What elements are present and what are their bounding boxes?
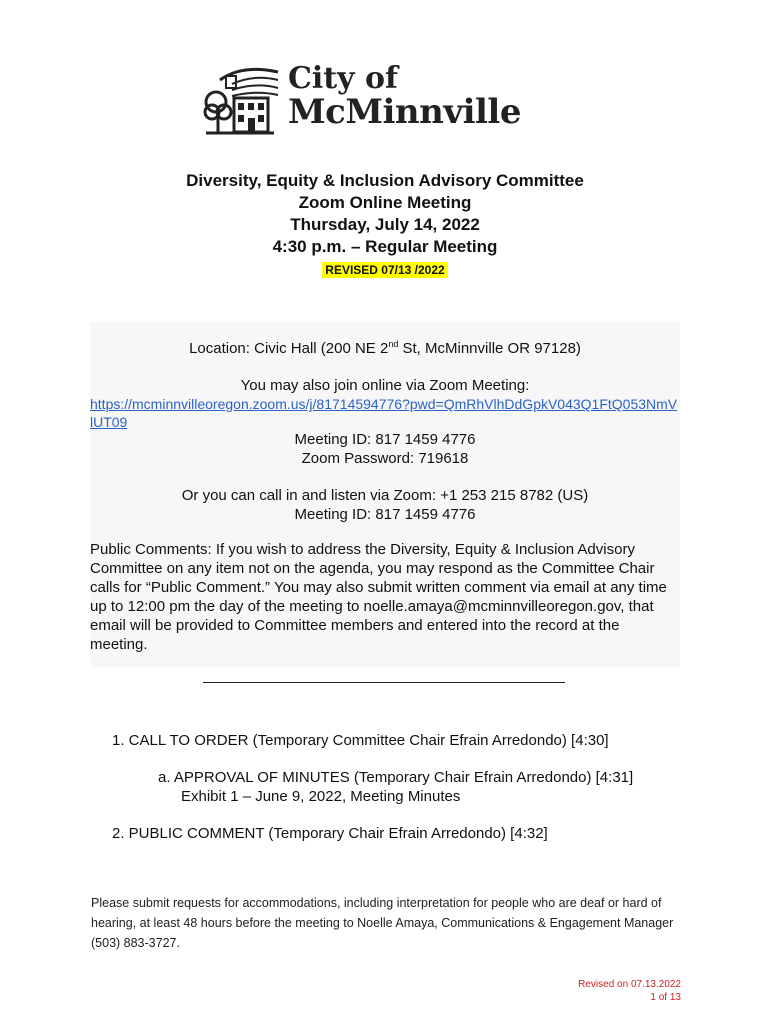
city-logo: [202, 62, 572, 137]
zoom-meeting-link[interactable]: https://mcminnvilleoregon.zoom.us/j/81714594776?pwd=QmRhVlhDdGpkV043Q1FtQ053NmVlUT09: [90, 396, 678, 430]
agenda-item-exhibit: Exhibit 1 – June 9, 2022, Meeting Minutes: [181, 788, 461, 805]
meeting-time: 4:30 p.m. – Regular Meeting: [272, 237, 498, 256]
committee-title: Diversity, Equity & Inclusion Advisory Committee: [186, 171, 584, 190]
agenda-item-call-to-order: 1. CALL TO ORDER (Temporary Committee Chair Efrain Arredondo) [4:30]: [112, 732, 609, 749]
location-prefix: Location: Civic Hall (200 NE 2: [189, 340, 389, 357]
meeting-header: [0, 170, 770, 279]
meeting-date: Thursday, July 14, 2022: [290, 215, 480, 234]
meeting-info-box: [90, 322, 680, 667]
logo-line-mcminnville: McMinnville: [288, 92, 521, 132]
location-suffix: St, McMinnville OR 97128): [398, 340, 581, 357]
city-logo-icon: [202, 62, 282, 137]
page-number: 1 of 13: [650, 992, 681, 1003]
join-online-text: You may also join online via Zoom Meeting:: [240, 377, 530, 394]
meeting-id: Meeting ID: 817 1459 4776: [294, 431, 476, 448]
accommodation-note: Please submit requests for accommodations, including interpretation for people who are deaf or hard of hearing, at least 48 hours before the meeting to Noelle Amaya, Communications & Engagement Manager (503) 883-3727.: [91, 896, 674, 950]
meeting-type: Zoom Online Meeting: [298, 193, 472, 212]
call-meeting-id: Meeting ID: 817 1459 4776: [294, 506, 476, 523]
public-comments-paragraph: Public Comments: If you wish to address the Diversity, Equity & Inclusion Advisory Committee on any item not on the agenda, you may respond as the Committee Chair calls for “Public Comment.” You may also submit written comment via email at any time up to 12:00 pm the day of the meeting to noelle.amaya@mcminnvilleoregon.gov, that email will be provided to Committee members and entered into the record at the meeting.: [90, 541, 667, 653]
location-line: [90, 339, 680, 358]
agenda-item-public-comment: 2. PUBLIC COMMENT (Temporary Chair Efrain Arredondo) [4:32]: [112, 825, 548, 842]
revision-date: Revised on 07.13.2022: [578, 979, 681, 990]
agenda-item-approval-of-minutes: a. APPROVAL OF MINUTES (Temporary Chair Efrain Arredondo) [4:31]: [158, 769, 634, 786]
page-footer: [578, 978, 681, 1004]
call-in-text: Or you can call in and listen via Zoom: +1 253 215 8782 (US): [181, 487, 589, 504]
zoom-password: Zoom Password: 719618: [301, 450, 469, 467]
logo-line-city-of: City of: [288, 61, 398, 96]
location-superscript: nd: [388, 339, 399, 349]
section-divider: [203, 682, 565, 683]
revised-highlight: REVISED 07/13 /2022: [322, 262, 447, 278]
